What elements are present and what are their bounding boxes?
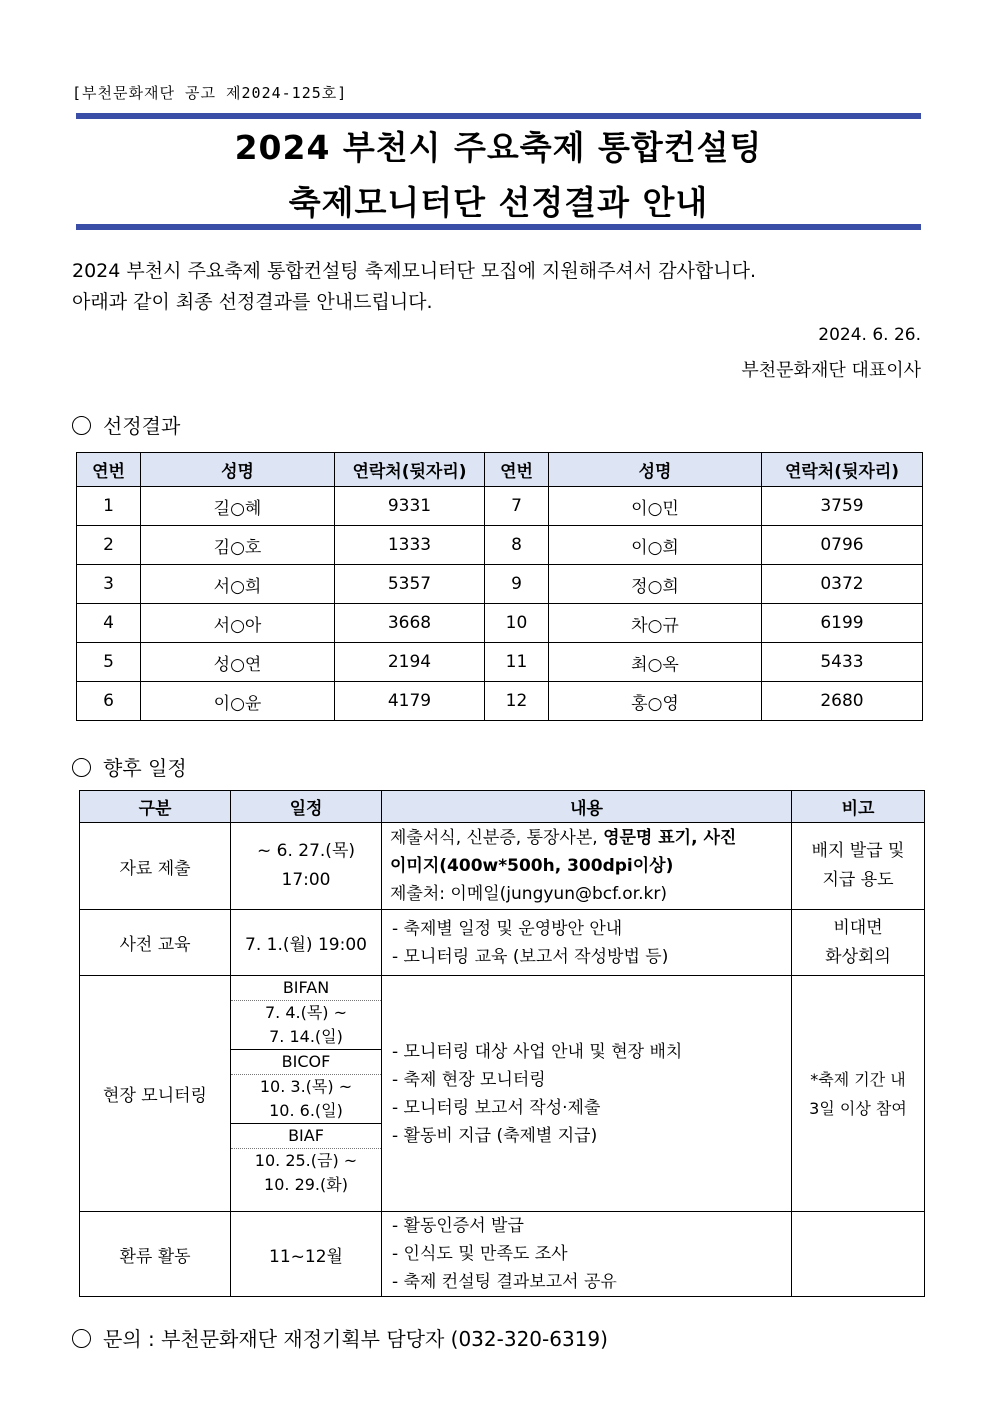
content-line: - 모니터링 보고서 작성·제출 — [392, 1097, 601, 1118]
note-line: 화상회의 — [825, 946, 891, 967]
results-table — [76, 452, 923, 721]
header-cell: 연번 — [77, 453, 141, 487]
table-cell: 길○혜 — [141, 487, 335, 526]
title-bottom-rule — [76, 224, 921, 230]
table-row — [80, 976, 925, 1212]
schedule-note — [792, 910, 925, 976]
table-cell: 서○희 — [141, 565, 335, 604]
schedule-content — [382, 976, 792, 1212]
content-line: - 축제별 일정 및 운영방안 안내 — [392, 918, 623, 939]
note-line: *축제 기간 내 — [810, 1069, 906, 1089]
content-text-bold: 이미지(400w*500h, 300dpi이상) — [390, 856, 674, 876]
table-row — [77, 643, 923, 682]
section-schedule-title: 향후 일정 — [103, 756, 187, 780]
header-cell: 성명 — [549, 453, 762, 487]
table-cell: 9331 — [335, 487, 485, 526]
schedule-category: 환류 활동 — [80, 1212, 231, 1297]
festival-name: BIAF — [231, 1124, 381, 1149]
table-cell: 3 — [77, 565, 141, 604]
content-line: - 인식도 및 만족도 조사 — [392, 1244, 568, 1264]
section-results-heading — [72, 410, 180, 439]
schedule-date — [231, 823, 382, 910]
header-cell: 연번 — [485, 453, 549, 487]
schedule-note — [792, 1212, 925, 1297]
table-cell: 6 — [77, 682, 141, 721]
table-cell: 8 — [485, 526, 549, 565]
festival-name: BICOF — [231, 1050, 381, 1075]
table-cell: 성○연 — [141, 643, 335, 682]
festival-date-line: 10. 25.(금) ~ — [254, 1151, 358, 1170]
notice-date: 2024. 6. 26. — [818, 325, 921, 345]
note-line: 배지 발급 및 — [811, 841, 905, 861]
content-line — [390, 824, 791, 852]
section-schedule-heading — [72, 752, 187, 781]
content-line: - 활동비 지급 (축제별 지급) — [392, 1125, 598, 1146]
content-line: 제출처: 이메일(jungyun@bcf.or.kr) — [390, 884, 667, 904]
table-cell: 11 — [485, 643, 549, 682]
date-line: 17:00 — [281, 870, 331, 890]
table-cell: 7 — [485, 487, 549, 526]
festival-date-line: 10. 29.(화) — [264, 1175, 348, 1194]
festival-date-line: 10. 6.(일) — [231, 1099, 381, 1124]
schedule-category: 자료 제출 — [80, 823, 231, 910]
table-cell: 이○희 — [549, 526, 762, 565]
table-cell: 6199 — [762, 604, 923, 643]
schedule-note — [792, 976, 925, 1212]
festival-date-line: 10. 3.(목) ~ — [259, 1077, 353, 1096]
schedule-content — [382, 910, 792, 976]
circle-bullet-icon — [72, 1329, 91, 1348]
table-cell: 2 — [77, 526, 141, 565]
table-cell: 이○민 — [549, 487, 762, 526]
table-row — [77, 682, 923, 721]
festival-date-line: 7. 4.(목) ~ — [264, 1003, 348, 1022]
content-line: - 모니터링 교육 (보고서 작성방법 등) — [392, 946, 669, 967]
section-results-title: 선정결과 — [103, 414, 181, 438]
table-cell: 5433 — [762, 643, 923, 682]
festival-name: BIFAN — [231, 976, 381, 1001]
schedule-note — [792, 823, 925, 910]
contact-text: 문의 : 부천문화재단 재정기획부 담당자 (032-320-6319) — [103, 1327, 608, 1351]
table-cell: 10 — [485, 604, 549, 643]
schedule-category: 현장 모니터링 — [80, 976, 231, 1212]
schedule-date: 7. 1.(월) 19:00 — [231, 910, 382, 976]
table-row — [80, 823, 925, 910]
header-cell: 연락처(뒷자리) — [335, 453, 485, 487]
signer: 부천문화재단 대표이사 — [741, 360, 921, 381]
table-cell: 김○호 — [141, 526, 335, 565]
table-cell: 이○윤 — [141, 682, 335, 721]
table-cell: 서○아 — [141, 604, 335, 643]
table-cell: 12 — [485, 682, 549, 721]
title-top-rule — [76, 113, 921, 119]
title-line-1: 2024 부천시 주요축제 통합컨설팅 — [234, 128, 763, 167]
header-cell: 비고 — [792, 791, 925, 823]
table-cell: 홍○영 — [549, 682, 762, 721]
schedule-content — [382, 823, 792, 910]
festival-dates — [231, 976, 382, 1212]
note-line: 비대면 — [833, 917, 883, 938]
schedule-content — [382, 1212, 792, 1297]
intro-line-1: 2024 부천시 주요축제 통합컨설팅 축제모니터단 모집에 지원해주셔서 감사합니다. — [72, 260, 756, 282]
table-cell: 4 — [77, 604, 141, 643]
table-cell: 4179 — [335, 682, 485, 721]
table-cell: 3668 — [335, 604, 485, 643]
schedule-category: 사전 교육 — [80, 910, 231, 976]
note-line: 지급 용도 — [822, 870, 894, 890]
header-cell: 연락처(뒷자리) — [762, 453, 923, 487]
table-row — [80, 910, 925, 976]
content-line — [390, 852, 791, 880]
table-row — [77, 526, 923, 565]
table-cell: 최○옥 — [549, 643, 762, 682]
table-cell: 5357 — [335, 565, 485, 604]
table-cell: 0796 — [762, 526, 923, 565]
table-cell: 2194 — [335, 643, 485, 682]
header-cell: 내용 — [382, 791, 792, 823]
table-row — [77, 565, 923, 604]
content-text-bold: 영문명 표기, 사진 — [603, 828, 737, 848]
schedule-table — [79, 790, 925, 1297]
table-cell: 5 — [77, 643, 141, 682]
results-header-row — [77, 453, 923, 487]
circle-bullet-icon — [72, 758, 91, 777]
table-cell: 9 — [485, 565, 549, 604]
content-line: - 축제 컨설팅 결과보고서 공유 — [392, 1272, 617, 1292]
table-row — [80, 1212, 925, 1297]
schedule-date: 11~12월 — [231, 1212, 382, 1297]
table-cell: 차○규 — [549, 604, 762, 643]
festival-date-line: 7. 14.(일) — [231, 1025, 381, 1050]
table-cell: 1333 — [335, 526, 485, 565]
table-row — [77, 487, 923, 526]
intro-text — [72, 256, 756, 318]
date-line: ~ 6. 27.(목) — [257, 841, 355, 861]
intro-line-2: 아래과 같이 최종 선정결과를 안내드립니다. — [72, 291, 433, 313]
contact-footer — [72, 1323, 608, 1352]
table-cell: 정○희 — [549, 565, 762, 604]
content-text: 제출서식, 신분증, 통장사본, — [390, 828, 604, 848]
notice-number: [부천문화재단 공고 제2024-125호] — [72, 84, 348, 102]
content-line: - 모니터링 대상 사업 안내 및 현장 배치 — [392, 1041, 683, 1062]
header-cell: 일정 — [231, 791, 382, 823]
table-cell: 1 — [77, 487, 141, 526]
note-line: 3일 이상 참여 — [809, 1098, 907, 1118]
content-line: - 축제 현장 모니터링 — [392, 1069, 546, 1090]
table-cell: 3759 — [762, 487, 923, 526]
header-cell: 구분 — [80, 791, 231, 823]
schedule-header-row — [80, 791, 925, 823]
table-cell: 0372 — [762, 565, 923, 604]
table-row — [77, 604, 923, 643]
content-line: - 활동인증서 발급 — [392, 1216, 524, 1236]
title-line-2: 축제모니터단 선정결과 안내 — [288, 183, 709, 222]
header-cell: 성명 — [141, 453, 335, 487]
table-cell: 2680 — [762, 682, 923, 721]
circle-bullet-icon — [72, 416, 91, 435]
